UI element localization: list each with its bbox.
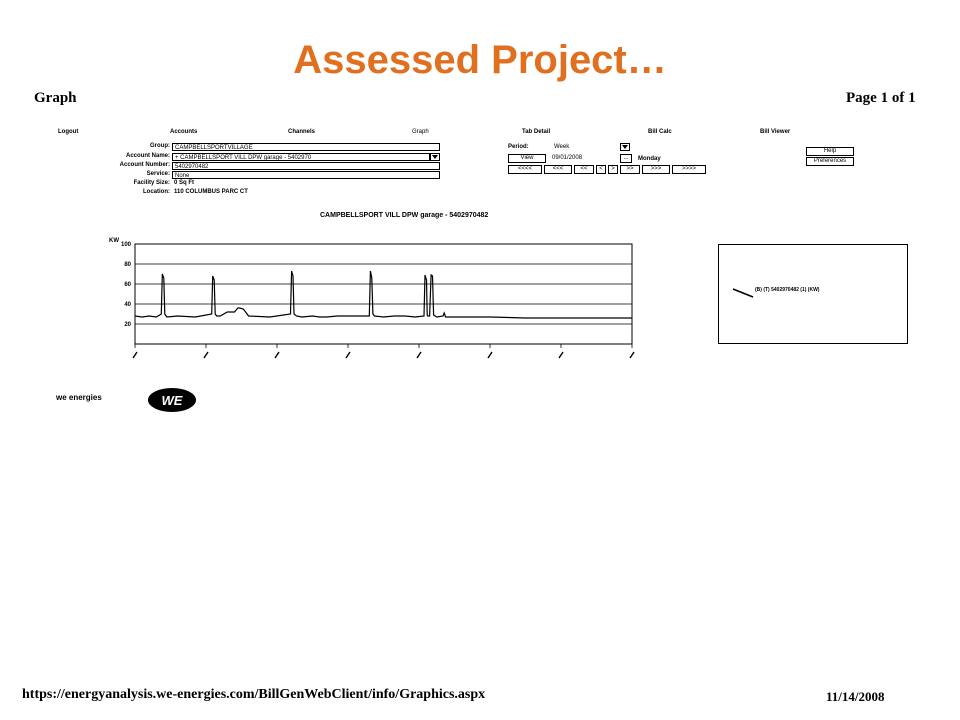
series-line <box>135 271 632 318</box>
x-tick-label <box>488 352 492 358</box>
nav-prev-3-button[interactable]: <<< <box>544 165 572 174</box>
y-tick-label: 60 <box>124 282 131 288</box>
preferences-button[interactable]: Preferences <box>806 157 854 166</box>
we-energies-wordmark: we energies <box>56 393 102 402</box>
legend-label: (B) (T) 5402970482 (1) (KW) <box>755 287 820 293</box>
slide-title: Assessed Project… <box>293 38 667 82</box>
plot-frame <box>135 244 632 344</box>
footer-url: https://energyanalysis.we-energies.com/BillGenWebClient/info/Graphics.aspx <box>22 687 486 702</box>
dropdown-arrow-glyph <box>621 144 629 150</box>
dropdown-arrow-icon[interactable] <box>430 153 440 161</box>
nav-logout[interactable]: Logout <box>58 129 79 135</box>
y-tick-label: 80 <box>124 262 131 268</box>
nav-graph[interactable]: Graph <box>412 129 429 135</box>
nav-accounts[interactable]: Accounts <box>170 129 198 135</box>
calendar-icon[interactable]: ... <box>620 154 632 163</box>
nav-channels[interactable]: Channels <box>288 129 316 135</box>
x-tick-label <box>417 352 421 358</box>
nav-next-2-button[interactable]: >> <box>620 165 640 174</box>
x-tick-label <box>275 352 279 358</box>
nav-prev-button[interactable]: < <box>596 165 606 174</box>
help-button[interactable]: Help <box>806 147 854 156</box>
nav-prev-2-button[interactable]: << <box>574 165 594 174</box>
day-label: Monday <box>638 156 661 162</box>
chart-title: CAMPBELLSPORT VILL DPW garage - 5402970482 <box>320 212 489 219</box>
service-select[interactable]: None <box>172 171 440 179</box>
y-tick-label: 100 <box>120 242 131 248</box>
account-name-label: Account Name: <box>125 153 170 159</box>
nav-bill-calc[interactable]: Bill Calc <box>648 129 672 135</box>
date-field[interactable]: 09/01/2008 <box>552 155 583 161</box>
logo-mark-text: WE <box>161 393 183 408</box>
period-select[interactable]: Week <box>554 144 570 150</box>
footer-date: 11/14/2008 <box>826 689 885 704</box>
kw-line-chart <box>90 228 650 378</box>
x-tick-label <box>346 352 350 358</box>
y-tick-label: 20 <box>124 322 131 328</box>
page-number: Page 1 of 1 <box>846 90 916 106</box>
location-value: 110 COLUMBUS PARC CT <box>174 189 248 195</box>
x-tick-label <box>204 352 208 358</box>
we-energies-logo-icon <box>146 386 198 414</box>
nav-tab-detail[interactable]: Tab Detail <box>522 129 551 135</box>
view-button[interactable]: View <box>508 154 546 163</box>
period-dropdown-icon[interactable] <box>620 143 630 151</box>
period-label: Period: <box>508 144 529 150</box>
nav-next-button[interactable]: > <box>608 165 618 174</box>
chart-legend <box>718 244 908 344</box>
location-label: Location: <box>143 189 170 195</box>
y-axis-label: KW <box>109 238 119 244</box>
nav-bill-viewer[interactable]: Bill Viewer <box>760 129 791 135</box>
nav-last-button[interactable]: >>>> <box>672 165 706 174</box>
account-number-field[interactable]: 5402970482 <box>172 162 440 170</box>
y-tick-label: 40 <box>124 302 131 308</box>
dropdown-arrow-glyph <box>431 154 439 160</box>
facility-size-label: Facility Size: <box>133 180 170 186</box>
group-select[interactable]: CAMPBELLSPORTVILLAGE <box>172 143 440 151</box>
account-number-label: Account Number: <box>119 162 170 168</box>
nav-first-button[interactable]: <<<< <box>508 165 542 174</box>
page-header-graph: Graph <box>34 90 77 106</box>
x-tick-label <box>559 352 563 358</box>
facility-size-value: 0 Sq Ft <box>174 180 195 186</box>
nav-next-3-button[interactable]: >>> <box>642 165 670 174</box>
service-label: Service: <box>146 171 170 177</box>
x-tick-label <box>133 352 137 358</box>
account-name-select[interactable]: + CAMPBELLSPORT VILL DPW garage - 5402970 <box>172 153 430 161</box>
group-label: Group: <box>150 143 170 149</box>
x-tick-label <box>630 352 634 358</box>
